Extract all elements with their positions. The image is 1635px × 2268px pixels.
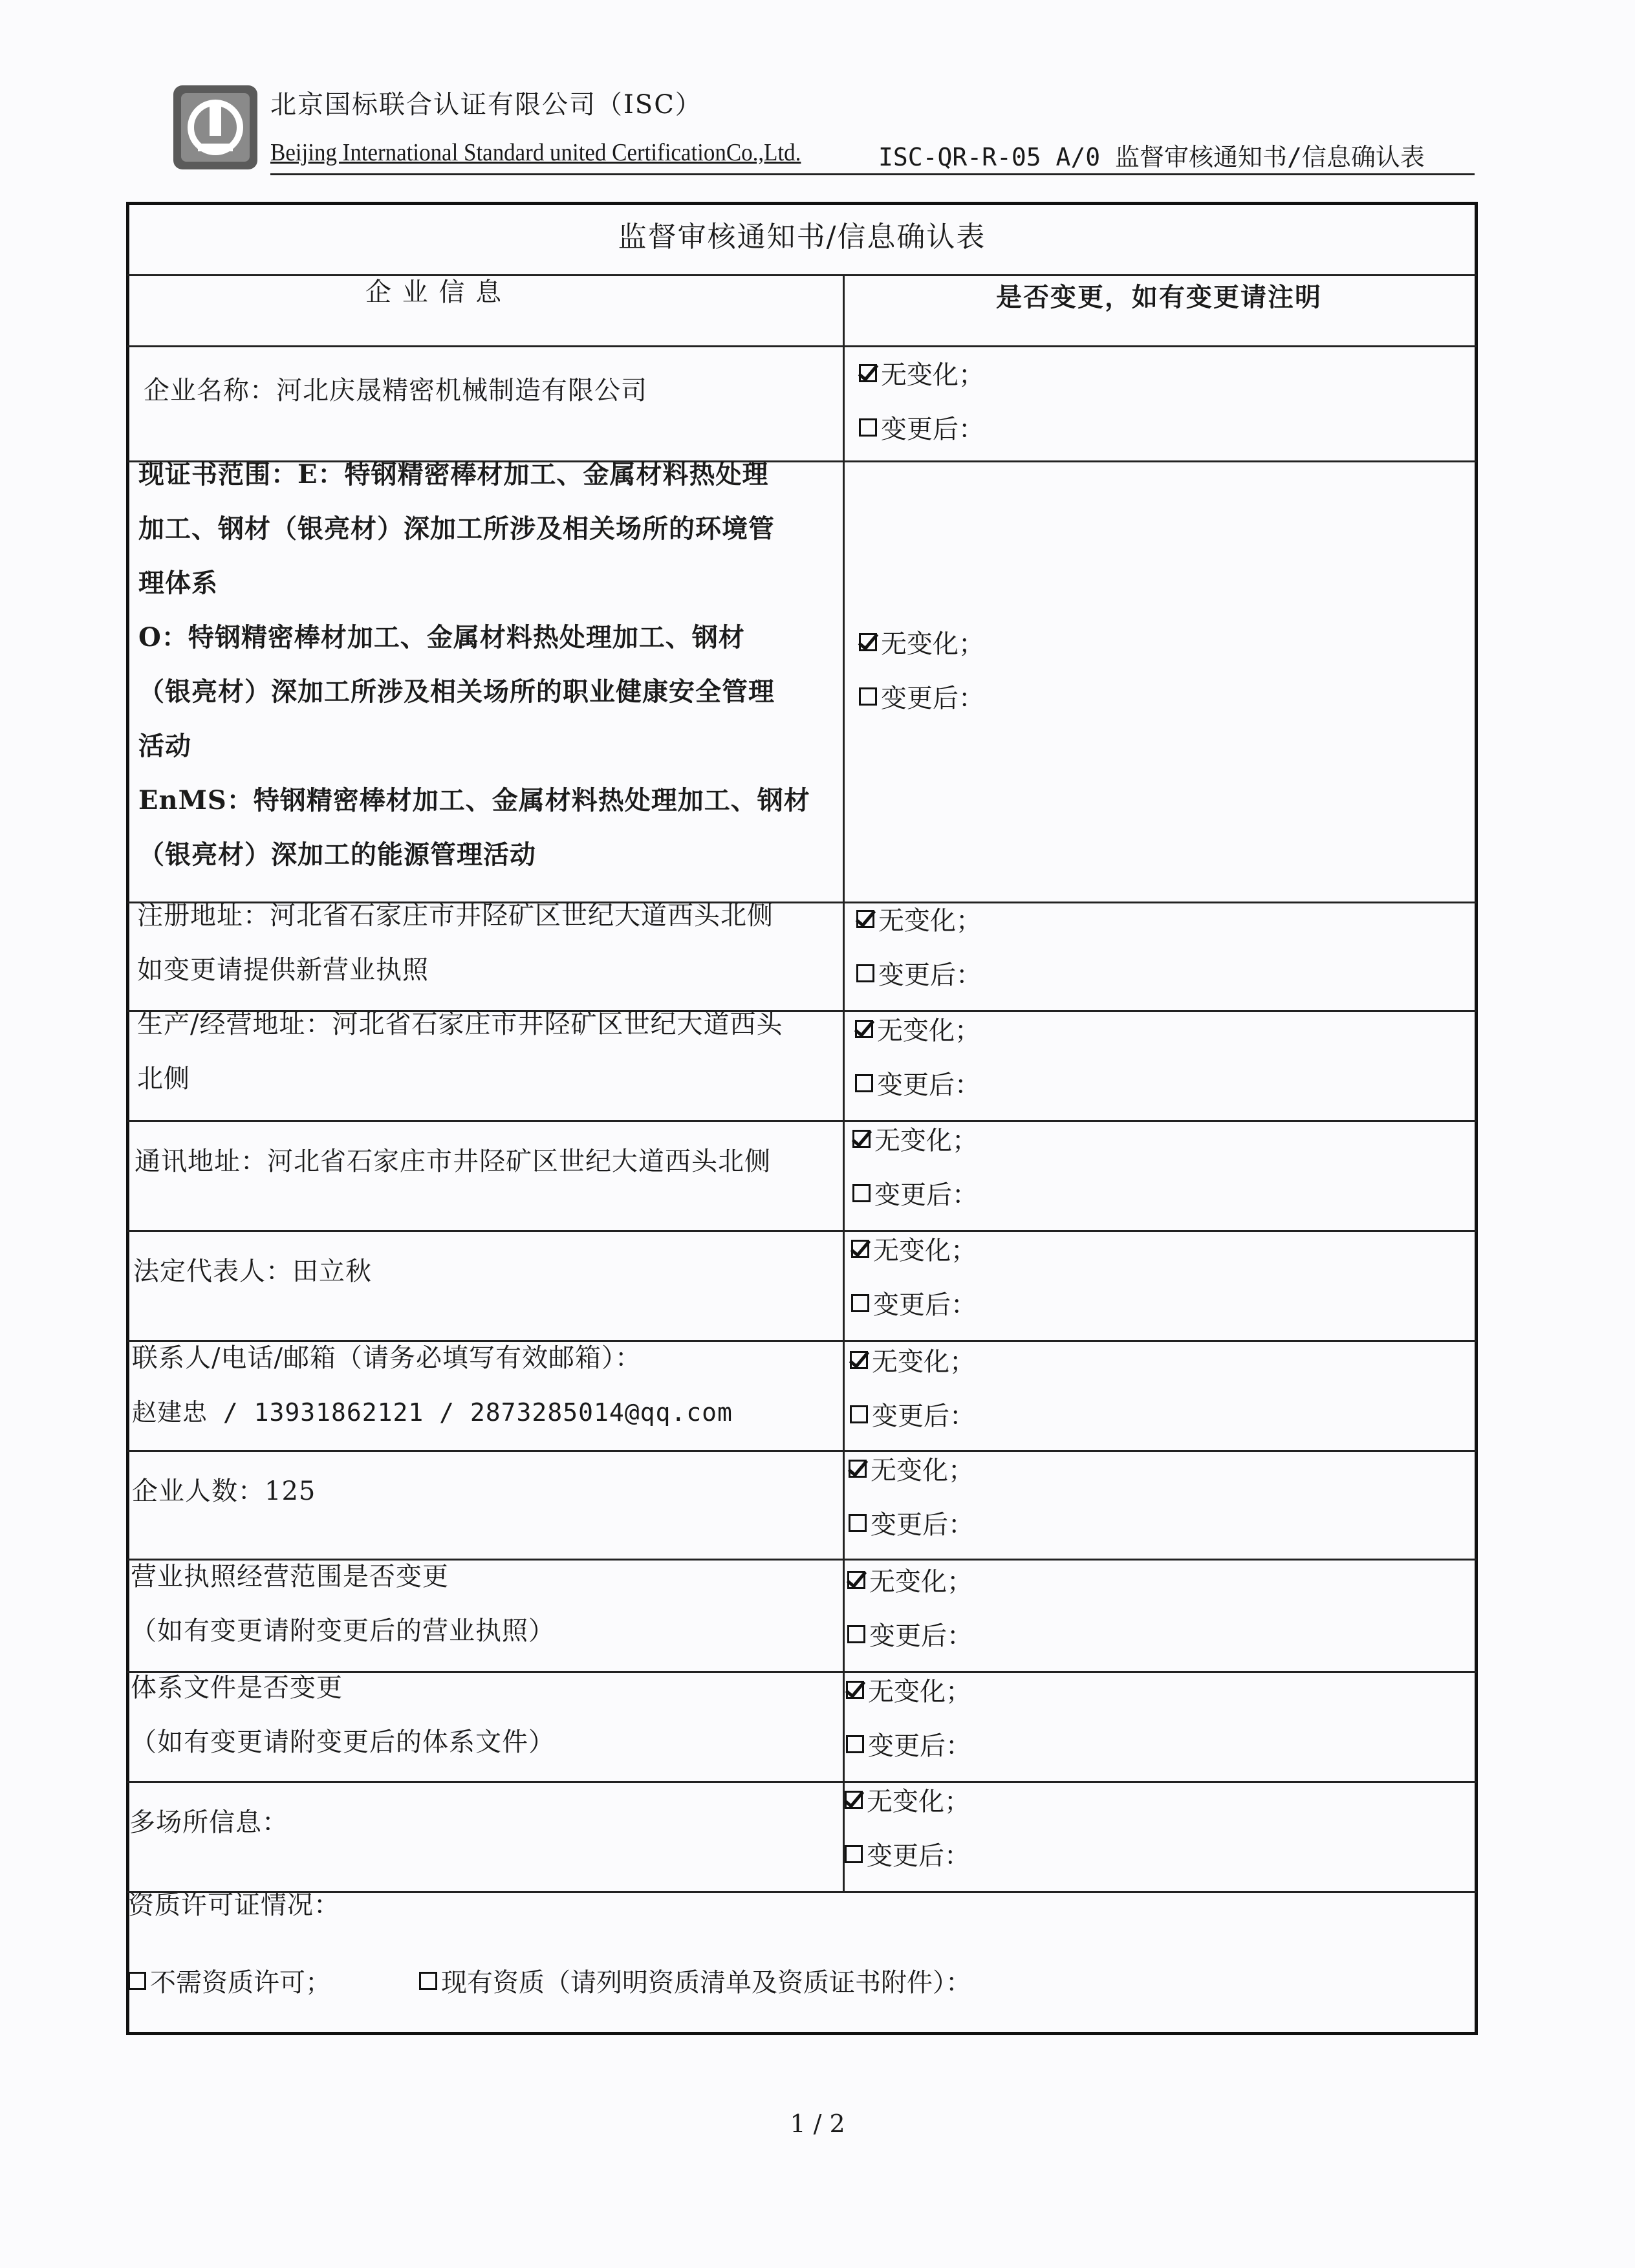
company-name-en: Beijing International Standard united CertificationCo.,Ltd.	[270, 139, 801, 166]
license-changed-option[interactable]	[847, 1615, 973, 1652]
changed-label: 变更后：	[872, 1401, 975, 1431]
address-note: 如变更请提供新营业执照	[137, 955, 429, 985]
registered-address-field	[137, 889, 774, 997]
checkbox-checked-icon[interactable]	[852, 1130, 871, 1148]
op-address-changed-option[interactable]	[855, 1064, 980, 1101]
page-number: 1 / 2	[790, 2110, 845, 2138]
checkbox-icon[interactable]	[850, 1405, 868, 1423]
system-docs-unchanged-option[interactable]	[846, 1671, 971, 1708]
checkbox-checked-icon[interactable]	[855, 1020, 873, 1038]
changed-label: 变更后：	[871, 1510, 974, 1540]
column-header-company-info: 企 业 信 息	[365, 277, 503, 307]
scope-line: O：特钢精密棒材加工、金属材料热处理加工、钢材	[138, 622, 745, 653]
license-scope-field	[131, 1550, 555, 1658]
contact-field	[132, 1331, 733, 1440]
mailing-address-field: 通讯地址：河北省石家庄市井陉矿区世纪大道西头北侧	[135, 1147, 771, 1176]
changed-label: 变更后：	[869, 1621, 973, 1651]
unchanged-label: 无变化；	[867, 1787, 970, 1817]
name-unchanged-option[interactable]	[859, 354, 984, 391]
system-docs-question: 体系文件是否变更	[131, 1673, 343, 1703]
unchanged-label: 无变化；	[868, 1677, 971, 1707]
column-divider	[843, 274, 845, 1891]
unchanged-label: 无变化；	[878, 906, 982, 936]
scope-line: 理体系	[138, 568, 218, 598]
headcount-field: 企业人数：125	[132, 1476, 316, 1506]
license-scope-note: （如有变更请附变更后的营业执照）	[131, 1616, 555, 1646]
contact-changed-option[interactable]	[850, 1396, 975, 1432]
checkbox-checked-icon[interactable]	[850, 1351, 868, 1369]
document-code: ISC-QR-R-05 A/0 监督审核通知书/信息确认表	[878, 143, 1425, 171]
reg-address-changed-option[interactable]	[856, 955, 982, 991]
mail-address-unchanged-option[interactable]	[852, 1120, 978, 1157]
changed-label: 变更后：	[878, 960, 982, 990]
certificate-scope-field	[138, 448, 810, 882]
scope-unchanged-option[interactable]	[859, 623, 984, 660]
unchanged-label: 无变化；	[872, 1347, 975, 1377]
legal-rep-unchanged-option[interactable]	[851, 1230, 977, 1267]
checkbox-icon[interactable]	[852, 1184, 871, 1202]
system-docs-field	[131, 1661, 555, 1769]
headcount-changed-option[interactable]	[849, 1504, 974, 1541]
contact-value: 赵建忠 / 13931862121 / 2873285014@qq.com	[132, 1398, 733, 1427]
checkbox-checked-icon[interactable]	[846, 1681, 864, 1699]
no-qualification-label: 不需资质许可；	[150, 1968, 331, 1998]
legal-rep-changed-option[interactable]	[851, 1284, 977, 1321]
checkbox-checked-icon[interactable]	[847, 1571, 865, 1589]
name-changed-option[interactable]	[859, 409, 984, 446]
address-line: 注册地址：河北省石家庄市井陉矿区世纪大道西头北侧	[137, 901, 774, 931]
changed-label: 变更后：	[873, 1290, 977, 1320]
unchanged-label: 无变化；	[874, 1126, 978, 1156]
scope-line: （银亮材）深加工所涉及相关场所的职业健康安全管理	[138, 676, 775, 707]
address-line: 北侧	[137, 1064, 190, 1094]
checkbox-checked-icon[interactable]	[856, 910, 874, 928]
company-name-field: 企业名称：河北庆晟精密机械制造有限公司	[144, 376, 647, 405]
changed-label: 变更后：	[867, 1841, 970, 1871]
contact-label: 联系人/电话/邮箱（请务必填写有效邮箱）：	[132, 1343, 642, 1373]
checkbox-icon[interactable]	[849, 1514, 867, 1532]
column-header-change: 是否变更，如有变更请注明	[996, 282, 1322, 312]
checkbox-checked-icon[interactable]	[851, 1240, 869, 1258]
checkbox-icon[interactable]	[847, 1625, 865, 1643]
operating-address-field	[137, 997, 783, 1106]
row-divider	[127, 1781, 1477, 1783]
unchanged-label: 无变化；	[881, 629, 984, 659]
checkbox-icon[interactable]	[128, 1972, 146, 1990]
changed-label: 变更后：	[877, 1070, 980, 1100]
license-scope-question: 营业执照经营范围是否变更	[131, 1562, 449, 1592]
checkbox-icon[interactable]	[845, 1845, 863, 1863]
unchanged-label: 无变化；	[873, 1236, 977, 1266]
license-unchanged-option[interactable]	[847, 1561, 973, 1598]
scope-line: 活动	[138, 731, 191, 761]
isc-logo-icon	[172, 84, 259, 171]
checkbox-icon[interactable]	[859, 687, 877, 706]
mail-address-changed-option[interactable]	[852, 1174, 978, 1211]
multisite-changed-option[interactable]	[845, 1835, 970, 1872]
checkbox-checked-icon[interactable]	[845, 1791, 863, 1809]
unchanged-label: 无变化；	[877, 1016, 980, 1046]
no-qualification-option[interactable]	[128, 1962, 331, 1999]
scope-line: 现证书范围：E：特钢精密棒材加工、金属材料热处理	[138, 459, 769, 490]
existing-qualification-label: 现有资质（请列明资质清单及资质证书附件）：	[441, 1968, 971, 1998]
form-title: 监督审核通知书/信息确认表	[618, 221, 986, 254]
unchanged-label: 无变化；	[881, 360, 984, 390]
row-divider	[127, 345, 1477, 347]
row-divider	[127, 1230, 1477, 1232]
changed-label: 变更后：	[881, 415, 984, 444]
company-name-cn: 北京国标联合认证有限公司（ISC）	[270, 90, 702, 120]
scope-line: （银亮材）深加工的能源管理活动	[138, 839, 536, 870]
changed-label: 变更后：	[881, 684, 984, 713]
checkbox-icon[interactable]	[851, 1294, 869, 1312]
existing-qualification-option[interactable]	[419, 1962, 971, 1999]
system-docs-changed-option[interactable]	[846, 1725, 971, 1762]
checkbox-icon[interactable]	[846, 1735, 864, 1753]
scope-line: 加工、钢材（银亮材）深加工所涉及相关场所的环境管	[138, 513, 775, 544]
checkbox-checked-icon[interactable]	[859, 633, 877, 651]
op-address-unchanged-option[interactable]	[855, 1010, 980, 1047]
changed-label: 变更后：	[868, 1731, 971, 1761]
checkbox-icon[interactable]	[855, 1074, 873, 1092]
system-docs-note: （如有变更请附变更后的体系文件）	[131, 1727, 555, 1757]
reg-address-unchanged-option[interactable]	[856, 900, 982, 937]
legal-representative-field: 法定代表人：田立秋	[133, 1257, 372, 1286]
headcount-unchanged-option[interactable]	[849, 1450, 974, 1487]
qualification-field: 资质许可证情况：	[128, 1890, 340, 1920]
unchanged-label: 无变化；	[871, 1456, 974, 1485]
multisite-unchanged-option[interactable]	[845, 1781, 970, 1818]
row-divider	[127, 1450, 1477, 1452]
header-divider	[270, 173, 1475, 175]
checkbox-icon[interactable]	[859, 418, 877, 437]
scope-changed-option[interactable]	[859, 678, 984, 715]
row-divider	[127, 274, 1477, 276]
checkbox-checked-icon[interactable]	[849, 1460, 867, 1478]
checkbox-checked-icon[interactable]	[859, 364, 877, 382]
multisite-field: 多场所信息：	[129, 1808, 288, 1837]
checkbox-icon[interactable]	[856, 964, 874, 982]
address-line: 生产/经营地址：河北省石家庄市井陉矿区世纪大道西头	[137, 1010, 783, 1039]
row-divider	[127, 1120, 1477, 1122]
unchanged-label: 无变化；	[869, 1567, 973, 1597]
changed-label: 变更后：	[874, 1180, 978, 1210]
scope-line: EnMS：特钢精密棒材加工、金属材料热处理加工、钢材	[138, 785, 810, 815]
checkbox-icon[interactable]	[419, 1972, 437, 1990]
contact-unchanged-option[interactable]	[850, 1341, 975, 1378]
